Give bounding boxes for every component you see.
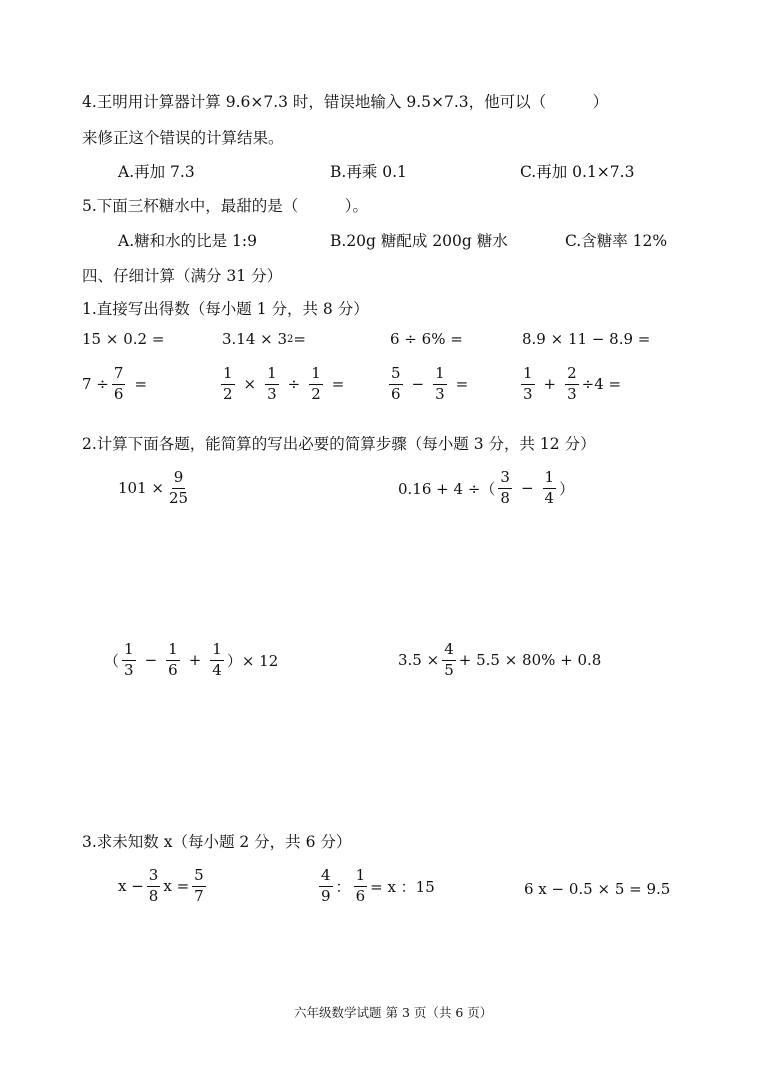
p2-item-3: （ $\frac{1}{3}$ − $\frac{1}{6}$ + $\frac{1}{4}$ ）× 12 bbox=[104, 640, 279, 679]
fraction: $\frac{4}{5}$ bbox=[444, 640, 454, 679]
page-footer: 六年级数学试题 第 3 页（共 6 页） bbox=[294, 1005, 493, 1020]
fraction: $\frac{9}{25}$ bbox=[168, 468, 189, 507]
part3-title: 3.求未知数 x（每小题 2 分，共 6 分） bbox=[82, 833, 352, 851]
p1-item-1: 15 × 0.2 = bbox=[82, 330, 165, 348]
fraction: $\frac{1}{4}$ bbox=[544, 468, 555, 507]
fraction: $\frac{5}{7}$ bbox=[194, 866, 204, 905]
fraction: $\frac{1}{3}$ bbox=[124, 640, 134, 679]
p2-item-2: 0.16 + 4 ÷（ $\frac{3}{8}$ − $\frac{1}{4}$ ） bbox=[398, 468, 575, 507]
q5-option-c: C.含糖率 12% bbox=[565, 232, 668, 250]
fraction: $\frac{1}{4}$ bbox=[212, 640, 222, 679]
fraction: $\frac{5}{6}$ bbox=[391, 364, 401, 403]
fraction: $\frac{1}{3}$ bbox=[523, 364, 533, 403]
fraction: $\frac{2}{3}$ bbox=[567, 364, 577, 403]
p1-item-6: $\frac{1}{2}$ × $\frac{1}{3}$ ÷ $\frac{1}{2}$ = bbox=[223, 364, 345, 403]
p3-item-3: 6 x − 0.5 × 5 = 9.5 bbox=[524, 880, 671, 898]
p3-item-1: x − $\frac{3}{8}$ x = $\frac{5}{7}$ bbox=[118, 866, 204, 905]
fraction: $\frac{1}{3}$ bbox=[267, 364, 277, 403]
q5-option-b: B.20g 糖配成 200g 糖水 bbox=[330, 232, 508, 250]
section4-title: 四、仔细计算（满分 31 分） bbox=[82, 267, 283, 285]
q4-option-a: A.再加 7.3 bbox=[118, 163, 195, 181]
p1-item-4: 8.9 × 11 − 8.9 = bbox=[522, 330, 651, 348]
fraction: $\frac{1}{3}$ bbox=[435, 364, 445, 403]
part2-title: 2.计算下面各题，能简算的写出必要的简算步骤（每小题 3 分，共 12 分） bbox=[82, 435, 596, 453]
q5-stem: 5.下面三杯糖水中，最甜的是（ ）。 bbox=[82, 197, 369, 215]
fraction: $\frac{3}{8}$ bbox=[148, 866, 159, 905]
q4-option-b: B.再乘 0.1 bbox=[330, 163, 407, 181]
fraction: $\frac{1}{2}$ bbox=[223, 364, 233, 403]
fraction: $\frac{1}{2}$ bbox=[311, 364, 321, 403]
p1-item-7: $\frac{5}{6}$ − $\frac{1}{3}$ = bbox=[391, 364, 469, 403]
p2-item-4: 3.5 × $\frac{4}{5}$ + 5.5 × 80% + 0.8 bbox=[398, 640, 602, 679]
p3-item-2: $\frac{4}{9}$ ： $\frac{1}{6}$ = x ：15 bbox=[321, 866, 435, 905]
p2-item-1: 101 × $\frac{9}{25}$ bbox=[118, 468, 189, 507]
fraction: $\frac{4}{9}$ bbox=[321, 866, 331, 905]
q4-line2: 来修正这个错误的计算结果。 bbox=[82, 129, 284, 147]
fraction: $\frac{1}{6}$ bbox=[168, 640, 178, 679]
q5-option-a: A.糖和水的比是 1:9 bbox=[118, 232, 257, 250]
fraction: $\frac{7}{6}$ bbox=[113, 364, 124, 403]
q4-option-c: C.再加 0.1×7.3 bbox=[520, 163, 635, 181]
fraction: $\frac{1}{6}$ bbox=[355, 866, 366, 905]
fraction: $\frac{3}{8}$ bbox=[500, 468, 510, 507]
p1-item-2: 3.14 × 3 2 = bbox=[222, 330, 306, 348]
q4-line1: 4.王明用计算器计算 9.6×7.3 时，错误地输入 9.5×7.3，他可以（ ） bbox=[82, 93, 609, 111]
p1-item-3: 6 ÷ 6% = bbox=[390, 330, 463, 348]
part1-title: 1.直接写出得数（每小题 1 分，共 8 分） bbox=[82, 300, 369, 318]
p1-item-5: 7 ÷ $\frac{7}{6}$ = bbox=[82, 364, 148, 403]
p1-item-8: $\frac{1}{3}$ + $\frac{2}{3}$ ÷4 = bbox=[523, 364, 622, 403]
